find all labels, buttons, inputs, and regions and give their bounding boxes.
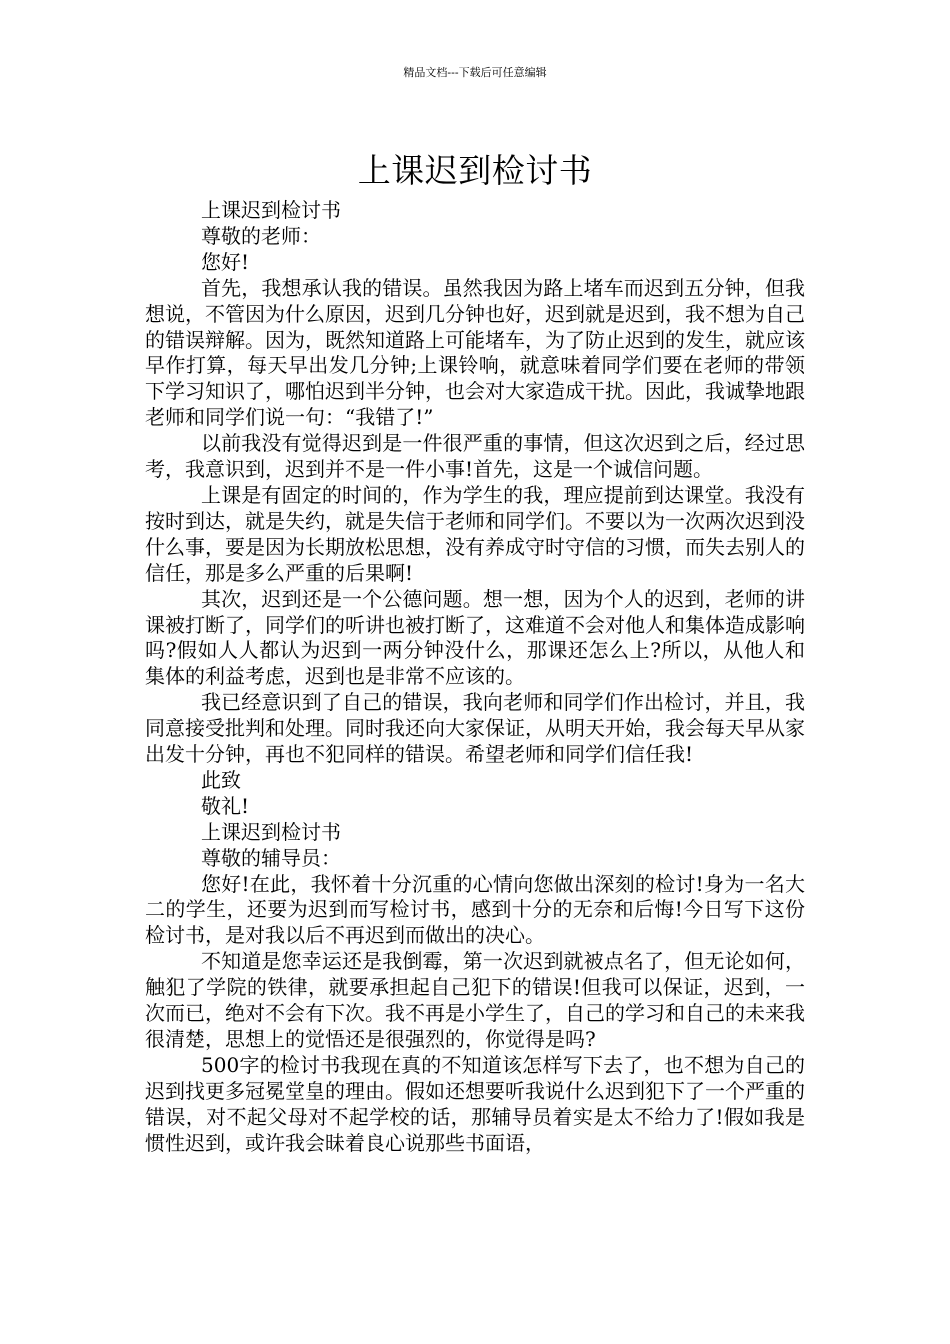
paragraph-body: 500字的检讨书我现在真的不知道该怎样写下去了，也不想为自己的迟到找更多冠冕堂皇的理由。假如还想要听我说什么迟到犯下了一个严重的错误，对不起父母对不起学校的话，那辅导员着实是太不给力了!假如我是惯性迟到，或许我会昧着良心说那些书面语， xyxy=(145,1052,805,1155)
document-title: 上课迟到检讨书 xyxy=(357,151,593,191)
paragraph-greeting-1: 您好! xyxy=(201,249,250,274)
paragraph-letter-title-1: 上课迟到检讨书 xyxy=(201,198,341,222)
paragraph-body: 以前我没有觉得迟到是一件很严重的事情，但这次迟到之后，经过思考，我意识到，迟到并不是一件小事!首先，这是一个诚信问题。 xyxy=(145,431,805,482)
paragraph-closing-2: 敬礼! xyxy=(201,793,250,818)
paragraph-salutation-teacher: 尊敬的老师： xyxy=(201,223,321,248)
document-body xyxy=(145,198,805,1157)
paragraph-body: 不知道是您幸运还是我倒霉，第一次迟到就被点名了，但无论如何，触犯了学院的铁律，就要承担起自己犯下的错误!但我可以保证，迟到，一次而已，绝对不会有下次。我不再是小学生了，自己的学习和自己的未来我很清楚，思想上的觉悟还是很强烈的，你觉得是吗? xyxy=(145,949,805,1051)
paragraph-closing-1: 此致 xyxy=(201,767,241,792)
paragraph-salutation-counselor: 尊敬的辅导员： xyxy=(201,845,341,870)
paragraph-body: 首先，我想承认我的错误。虽然我因为路上堵车而迟到五分钟，但我想说，不管因为什么原因，迟到几分钟也好，迟到就是迟到，我不想为自己的错误辩解。因为，既然知道路上可能堵车，为了防止迟到的发生，就应该早作打算，每天早出发几分钟;上课铃响，就意味着同学们要在老师的带领下学习知识了，哪怕迟到半分钟，也会对大家造成干扰。因此，我诚挚地跟老师和同学们说一句：“我错了!” xyxy=(145,275,805,430)
paragraph-body: 其次，迟到还是一个公德问题。想一想，因为个人的迟到，老师的讲课被打断了，同学们的听讲也被打断了，这难道不会对他人和集体造成影响吗?假如人人都认为迟到一两分钟没什么，那课还怎么上?所以，从他人和集体的利益考虑，迟到也是非常不应该的。 xyxy=(145,586,805,689)
paragraph-letter-title-2: 上课迟到检讨书 xyxy=(201,819,341,844)
header-note: 精品文档---下载后可任意编辑 xyxy=(403,66,547,79)
paragraph-body: 上课是有固定的时间的，作为学生的我，理应提前到达课堂。我没有按时到达，就是失约，就是失信于老师和同学们。不要以为一次两次迟到没什么事，要是因为长期放松思想，没有养成守时守信的习惯，而失去别人的信任，那是多么严重的后果啊! xyxy=(145,482,805,585)
paragraph-body: 我已经意识到了自己的错误，我向老师和同学们作出检讨，并且，我同意接受批判和处理。同时我还向大家保证，从明天开始，我会每天早从家出发十分钟，再也不犯同样的错误。希望老师和同学们信任我! xyxy=(145,690,805,767)
paragraph-body: 您好!在此，我怀着十分沉重的心情向您做出深刻的检讨!身为一名大二的学生，还要为迟到而写检讨书，感到十分的无奈和后悔!今日写下这份检讨书，是对我以后不再迟到而做出的决心。 xyxy=(145,871,805,948)
